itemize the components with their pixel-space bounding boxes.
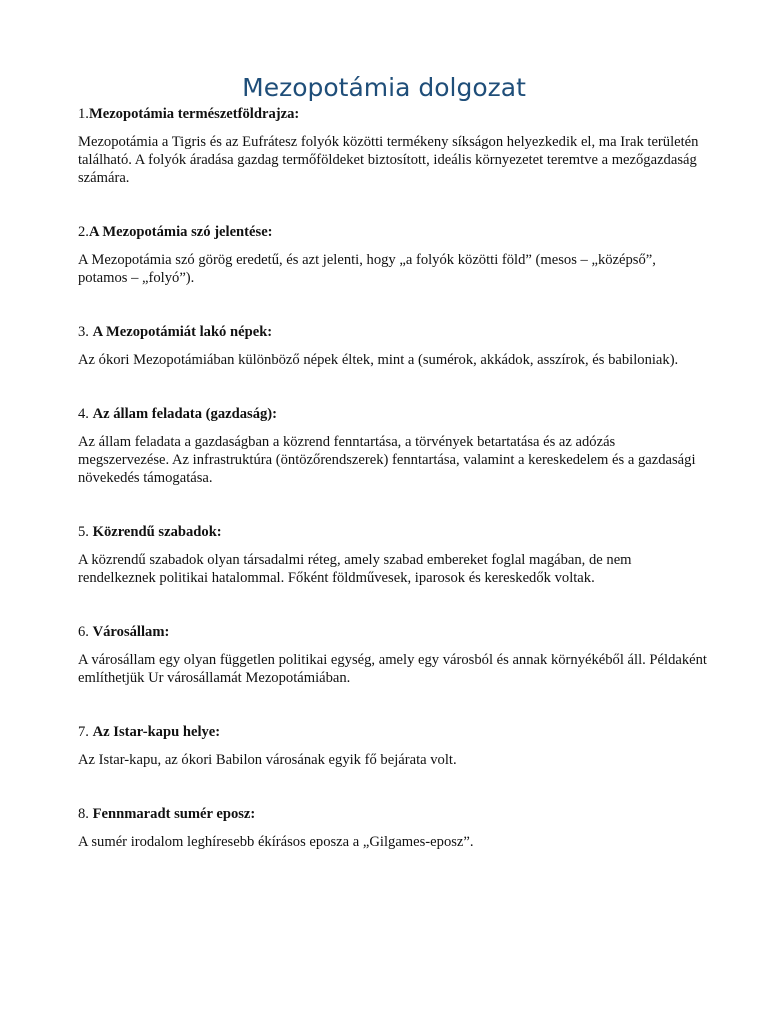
section-number: 8. <box>78 806 93 822</box>
section-heading <box>78 523 708 541</box>
section-text: Mezopotámia a Tigris és az Eufrátesz folyók közötti termékeny síkságon helyezkedik el, ma Irak területén található. A folyók áradása gazdag termőföldeket biztosított, ideális környezetet teremtve a mezőgazdaság számára. <box>78 134 699 186</box>
section-title: A Mezopotámiát lakó népek: <box>92 324 273 340</box>
section-1 <box>78 105 708 187</box>
section-text: Az Istar-kapu, az ókori Babilon városának egyik fő bejárata volt. <box>78 752 457 768</box>
section-title: Fennmaradt sumér eposz: <box>92 806 256 822</box>
section-heading <box>78 405 708 423</box>
section-title: Közrendű szabadok: <box>92 524 222 540</box>
section-5 <box>78 523 708 587</box>
section-8 <box>78 805 708 851</box>
section-heading <box>78 323 708 341</box>
section-6 <box>78 623 708 687</box>
section-title: A Mezopotámia szó jelentése: <box>88 224 273 240</box>
section-number: 4. <box>78 406 93 422</box>
section-heading <box>78 805 708 823</box>
section-title: Az Istar-kapu helye: <box>92 724 221 740</box>
section-number: 3. <box>78 324 93 340</box>
section-2 <box>78 223 708 287</box>
section-4 <box>78 405 708 487</box>
section-title: Az állam feladata (gazdaság): <box>92 406 278 422</box>
section-text: Az ókori Mezopotámiában különböző népek éltek, mint a (sumérok, akkádok, asszírok, és babiloniak). <box>78 352 679 368</box>
section-text: A városállam egy olyan független politikai egység, amely egy városból és annak környékéből áll. Példaként említhetjük Ur városállamát Mezopotámiában. <box>78 652 707 686</box>
section-number: 1. <box>78 106 89 122</box>
section-7 <box>78 723 708 769</box>
section-text: A sumér irodalom leghíresebb ékírásos eposza a „Gilgames-eposz”. <box>78 834 474 850</box>
section-number: 6. <box>78 624 93 640</box>
section-heading <box>78 105 708 123</box>
document-body <box>78 105 708 887</box>
section-heading <box>78 723 708 741</box>
document-title: Mezopotámia dolgozat <box>242 73 526 102</box>
section-text: A közrendű szabadok olyan társadalmi réteg, amely szabad embereket foglal magában, de nem rendelkeznek politikai hatalommal. Főként földművesek, iparosok és kereskedők voltak. <box>78 552 632 586</box>
section-number: 7. <box>78 724 93 740</box>
section-number: 5. <box>78 524 93 540</box>
section-text: Az állam feladata a gazdaságban a közrend fenntartása, a törvények betartatása és az adózás megszervezése. Az infrastruktúra (öntözőrendszerek) fenntartása, valamint a kereskedelem és a gazdasági növekedés támogatása. <box>78 434 696 486</box>
section-3 <box>78 323 708 369</box>
section-number: 2. <box>78 224 89 240</box>
section-heading <box>78 223 708 241</box>
section-heading <box>78 623 708 641</box>
section-title: Mezopotámia természetföldrajza: <box>88 106 300 122</box>
section-title: Városállam: <box>92 624 170 640</box>
section-text: A Mezopotámia szó görög eredetű, és azt jelenti, hogy „a folyók közötti föld” (mesos – „középső”, potamos – „folyó”). <box>78 252 656 286</box>
